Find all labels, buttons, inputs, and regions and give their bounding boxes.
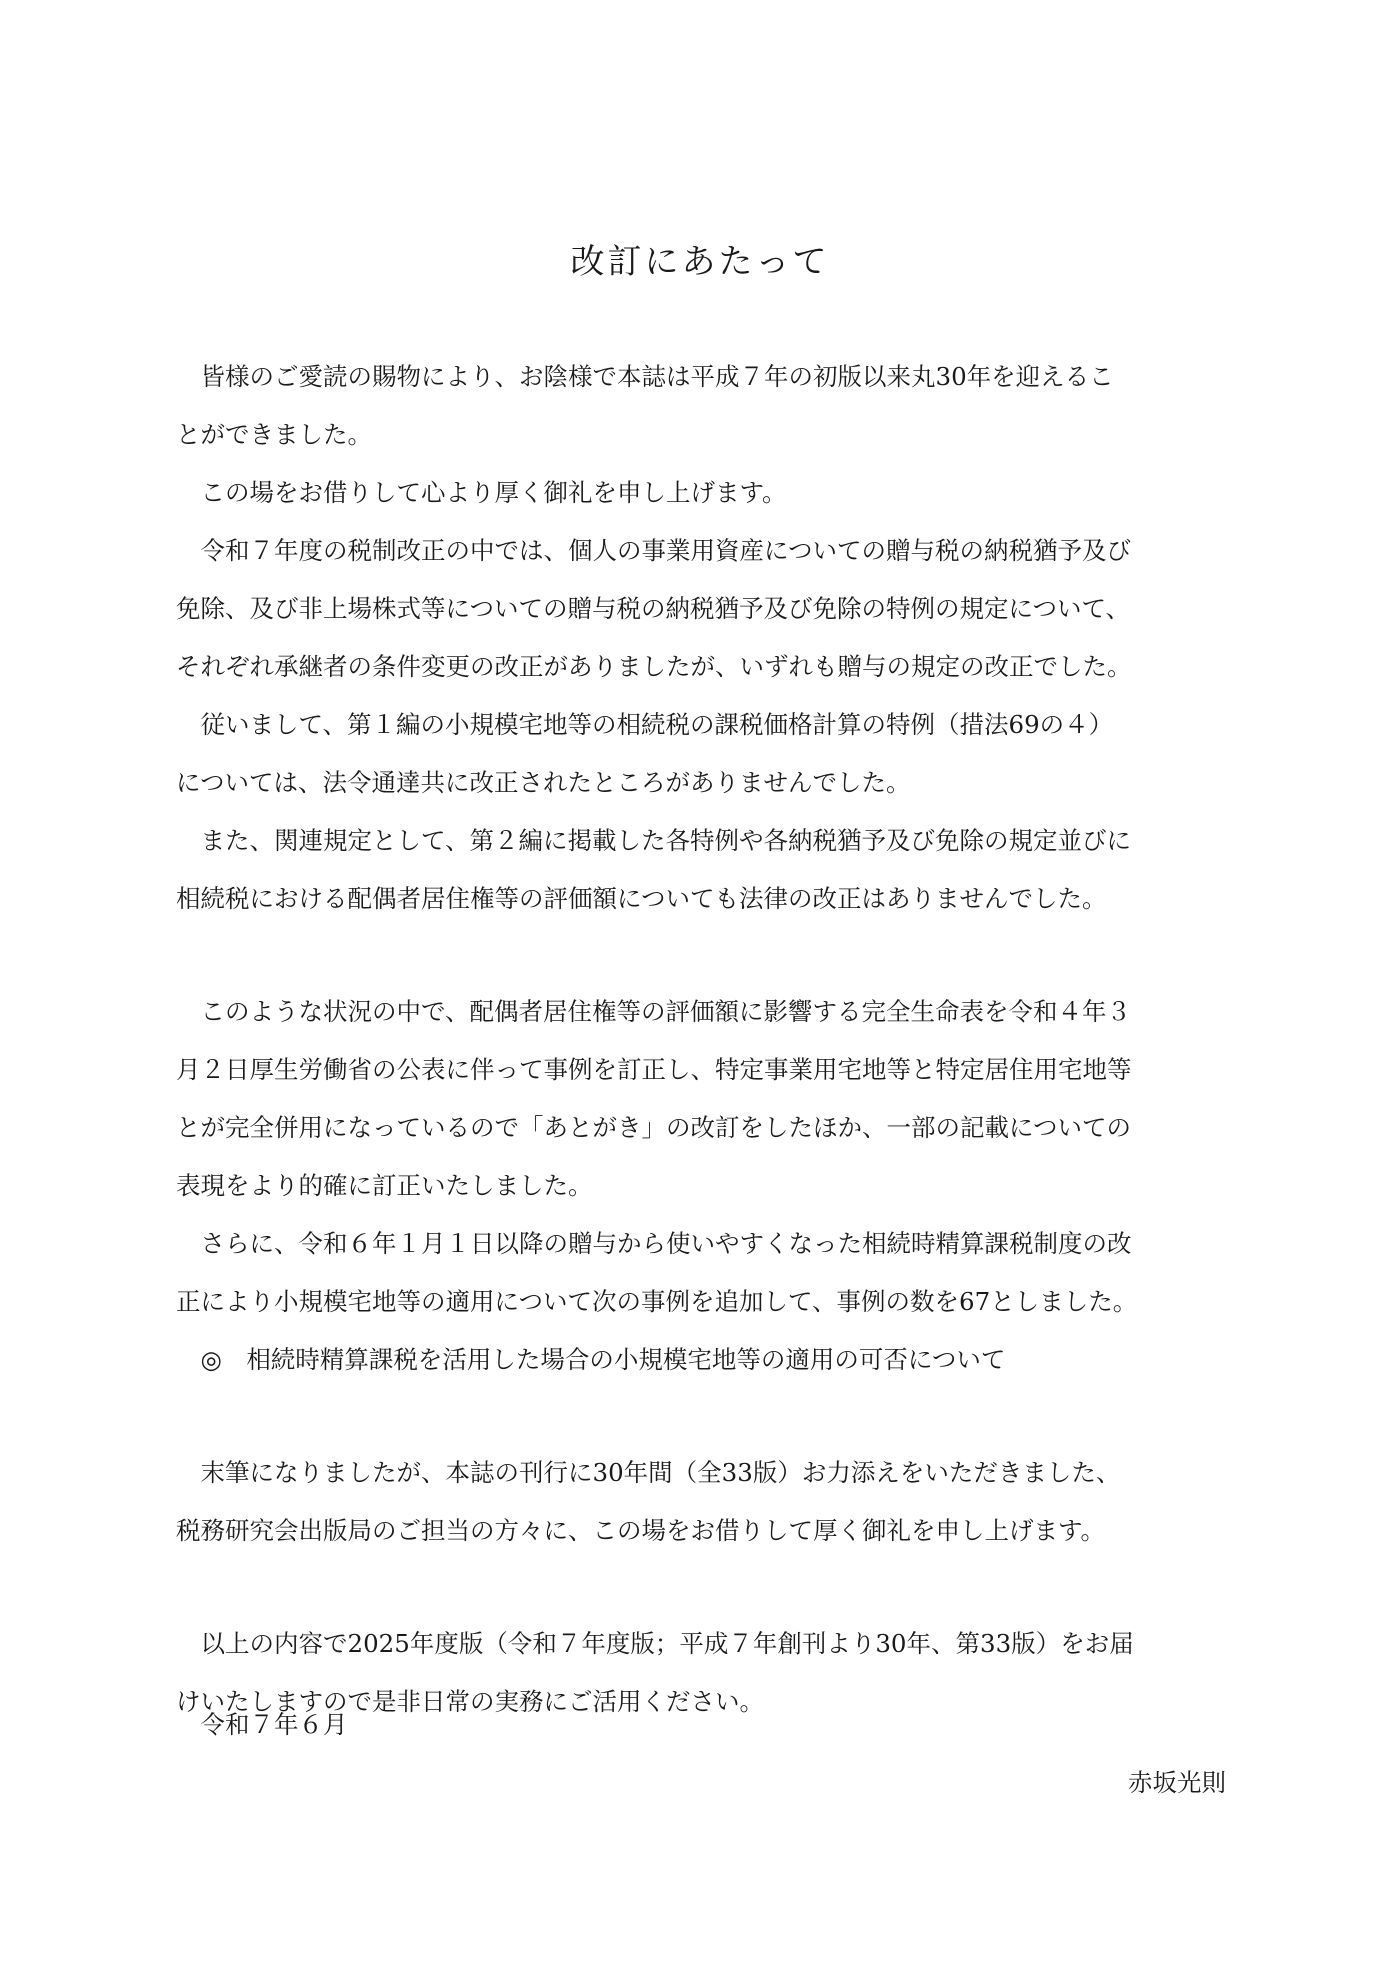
- body-line: このような状況の中で、配偶者居住権等の評価額に影響する完全生命表を令和４年３: [176, 997, 1132, 1026]
- body-line: 以上の内容で2025年度版（令和７年度版；平成７年創刊より30年、第33版）をお届: [176, 1629, 1134, 1658]
- body-line: 従いまして、第１編の小規模宅地等の相続税の課税価格計算の特例（措法69の４）: [176, 710, 1114, 739]
- body-line: ◎ 相続時精算課税を活用した場合の小規模宅地等の適用の可否について: [176, 1345, 1006, 1374]
- paragraph-gap: [176, 1560, 1226, 1615]
- body-line: さらに、令和６年１月１日以降の贈与から使いやすくなった相続時精算課税制度の改: [176, 1229, 1132, 1258]
- body-line: 税務研究会出版局のご担当の方々に、この場をお借りして厚く御礼を申し上げます。: [176, 1516, 1106, 1545]
- body-line: けいたしますので是非日常の実務にご活用ください。: [176, 1687, 764, 1716]
- page-title: 改訂にあたって: [570, 242, 830, 282]
- body-line: については、法令通達共に改正されたところがありませんでした。: [176, 768, 911, 797]
- body-line: 末筆になりましたが、本誌の刊行に30年間（全33版）お力添えをいただきました、: [176, 1458, 1121, 1487]
- body-line: とが完全併用になっているので「あとがき」の改訂をしたほか、一部の記載についての: [176, 1113, 1132, 1142]
- body-line: 令和７年度の税制改正の中では、個人の事業用資産についての贈与税の納税猶予及び: [176, 536, 1132, 565]
- author-name: 赤坂光則: [1128, 1768, 1226, 1797]
- body-line: とができました。: [176, 420, 372, 449]
- paragraph-gap: [176, 1389, 1226, 1444]
- body-line: 月２日厚生労働省の公表に伴って事例を訂正し、特定事業用宅地等と特定居住用宅地等: [176, 1055, 1132, 1084]
- signature-block: [176, 1696, 1226, 1812]
- body-line: 正により小規模宅地等の適用について次の事例を追加して、事例の数を67としました。: [176, 1287, 1138, 1316]
- body-line: 表現をより的確に訂正いたしました。: [176, 1171, 593, 1200]
- body-line: 相続税における配偶者居住権等の評価額についても法律の改正はありませんでした。: [176, 884, 1107, 913]
- body-line: この場をお借りして心より厚く御礼を申し上げます。: [176, 478, 787, 507]
- paragraph-gap: [176, 928, 1226, 983]
- body-line: それぞれ承継者の条件変更の改正がありましたが、いずれも贈与の規定の改正でした。: [176, 652, 1132, 681]
- date-line: 令和７年６月: [176, 1710, 348, 1739]
- body-line: また、関連規定として、第２編に掲載した各特例や各納税猶予及び免除の規定並びに: [176, 826, 1132, 855]
- body-text: [176, 348, 1226, 1731]
- body-line: 免除、及び非上場株式等についての贈与税の納税猶予及び免除の特例の規定について、: [176, 594, 1131, 623]
- body-line: 皆様のご愛読の賜物により、お陰様で本誌は平成７年の初版以来丸30年を迎えるこ: [176, 362, 1114, 391]
